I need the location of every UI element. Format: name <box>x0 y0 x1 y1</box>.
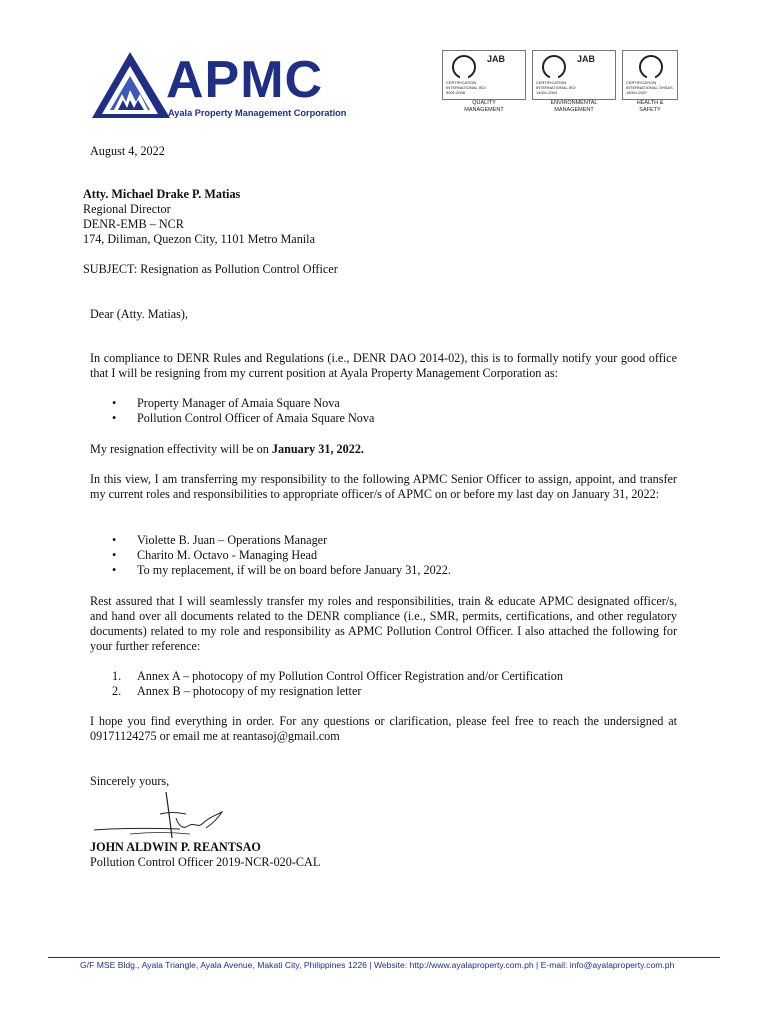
letter-subject: SUBJECT: Resignation as Pollution Control Officer <box>83 262 338 276</box>
annex-text: Annex A – photocopy of my Pollution Control Officer Registration and/or Certification <box>137 669 563 683</box>
annex-list <box>90 669 563 699</box>
recipient-name: Atty. Michael Drake P. Matias <box>83 187 241 201</box>
list-item: • Charito M. Octavo - Managing Head <box>112 548 318 562</box>
position-text: Property Manager of Amaia Square Nova <box>137 396 340 410</box>
positions-list <box>90 396 374 426</box>
certification-seal-icon <box>539 54 569 80</box>
cert-badge-health-safety <box>622 50 678 113</box>
cert-caption: HEALTH & SAFETY <box>636 100 664 113</box>
footer-contact: G/F MSE Bldg., Ayala Triangle, Ayala Avenue, Makati City, Philippines 1226 | Website: http://www.ayalaproperty.com.ph | E-mail: info@ayalaproperty.com.ph <box>80 960 675 970</box>
cert-caption: ENVIRONMENTAL MANAGEMENT <box>550 100 598 113</box>
list-item: 2. Annex B – photocopy of my resignation letter <box>112 684 362 698</box>
cert-text: CERTIFICATION INTERNATIONAL ISO 9001:2008 <box>446 80 486 95</box>
list-item: 1. Annex A – photocopy of my Pollution Control Officer Registration and/or Certification <box>112 669 563 683</box>
officer-text: To my replacement, if will be on board before January 31, 2022. <box>137 563 451 577</box>
list-item: • Violette B. Juan – Operations Manager <box>112 533 328 547</box>
recipient-office: DENR-EMB – NCR <box>83 217 184 231</box>
logo-name: APMC <box>166 51 324 109</box>
apmc-logo-mark <box>92 50 172 120</box>
letter-closing: Sincerely yours, <box>90 774 170 788</box>
paragraph-intro: In compliance to DENR Rules and Regulations (i.e., DENR DAO 2014-02), this is to formally notify your good office that I will be resigning from my current position at Ayala Property Management Corporation as: <box>90 351 677 380</box>
recipient-block <box>83 187 315 247</box>
paragraph-closing: I hope you find everything in order. For any questions or clarification, please feel free to reach the undersigned at 09171124275 or email me at reantasoj@gmail.com <box>90 714 677 743</box>
recipient-address: 174, Diliman, Quezon City, 1101 Metro Manila <box>83 232 315 246</box>
certification-badges <box>442 50 682 122</box>
letter-date: August 4, 2022 <box>90 144 165 158</box>
signatory-block <box>90 840 320 870</box>
cert-caption: QUALITY MANAGEMENT <box>464 100 504 113</box>
signatory-title: Pollution Control Officer 2019-NCR-020-CAL <box>90 855 321 869</box>
certification-seal-icon <box>449 54 479 80</box>
officer-text: Charito M. Octavo - Managing Head <box>137 548 318 562</box>
cert-badge-quality <box>442 50 526 113</box>
company-logo <box>92 50 347 122</box>
certification-seal-icon <box>636 54 666 80</box>
position-text: Pollution Control Officer of Amaia Square Nova <box>137 411 375 425</box>
officers-list <box>90 533 451 578</box>
jab-mark: JAB <box>577 54 596 64</box>
jab-mark: JAB <box>487 54 506 64</box>
cert-text: CERTIFICATION INTERNATIONAL ISO 14001:2004 <box>536 80 576 95</box>
effectivity-date: January 31, 2022. <box>271 442 364 456</box>
footer-divider <box>48 957 720 958</box>
annex-text: Annex B – photocopy of my resignation letter <box>137 684 362 698</box>
list-item: • Property Manager of Amaia Square Nova <box>112 396 340 410</box>
officer-text: Violette B. Juan – Operations Manager <box>137 533 328 547</box>
effectivity-prefix: My resignation effectivity will be on <box>90 442 272 456</box>
recipient-title: Regional Director <box>83 202 171 216</box>
logo-subtitle: Ayala Property Management Corporation <box>168 108 347 118</box>
effectivity-line <box>90 442 364 457</box>
handwritten-signature <box>90 788 240 848</box>
paragraph-transfer: In this view, I am transferring my responsibility to the following APMC Senior Officer to assign, appoint, and transfer my current roles and responsibilities to appropriate officer/s of APMC on or before my last day on January 31, 2022: <box>90 472 677 501</box>
paragraph-assurance: Rest assured that I will seamlessly transfer my roles and responsibilities, train & educate APMC designated officer/s, and hand over all documents related to the DENR compliance (i.e., SMR, permits, certifications, and other regulatory documents) related to my role and responsibility as APMC Pollution Control Officer. I also attached the following for your further reference: <box>90 594 677 653</box>
list-item: • Pollution Control Officer of Amaia Square Nova <box>112 411 375 425</box>
cert-badge-environmental <box>532 50 616 113</box>
list-item: • To my replacement, if will be on board before January 31, 2022. <box>112 563 451 577</box>
cert-text: CERTIFICATION INTERNATIONAL OHSAS 18001:2007 <box>626 80 673 95</box>
signatory-name: JOHN ALDWIN P. REANTSAO <box>90 840 261 854</box>
letter-salutation: Dear (Atty. Matias), <box>90 307 189 321</box>
